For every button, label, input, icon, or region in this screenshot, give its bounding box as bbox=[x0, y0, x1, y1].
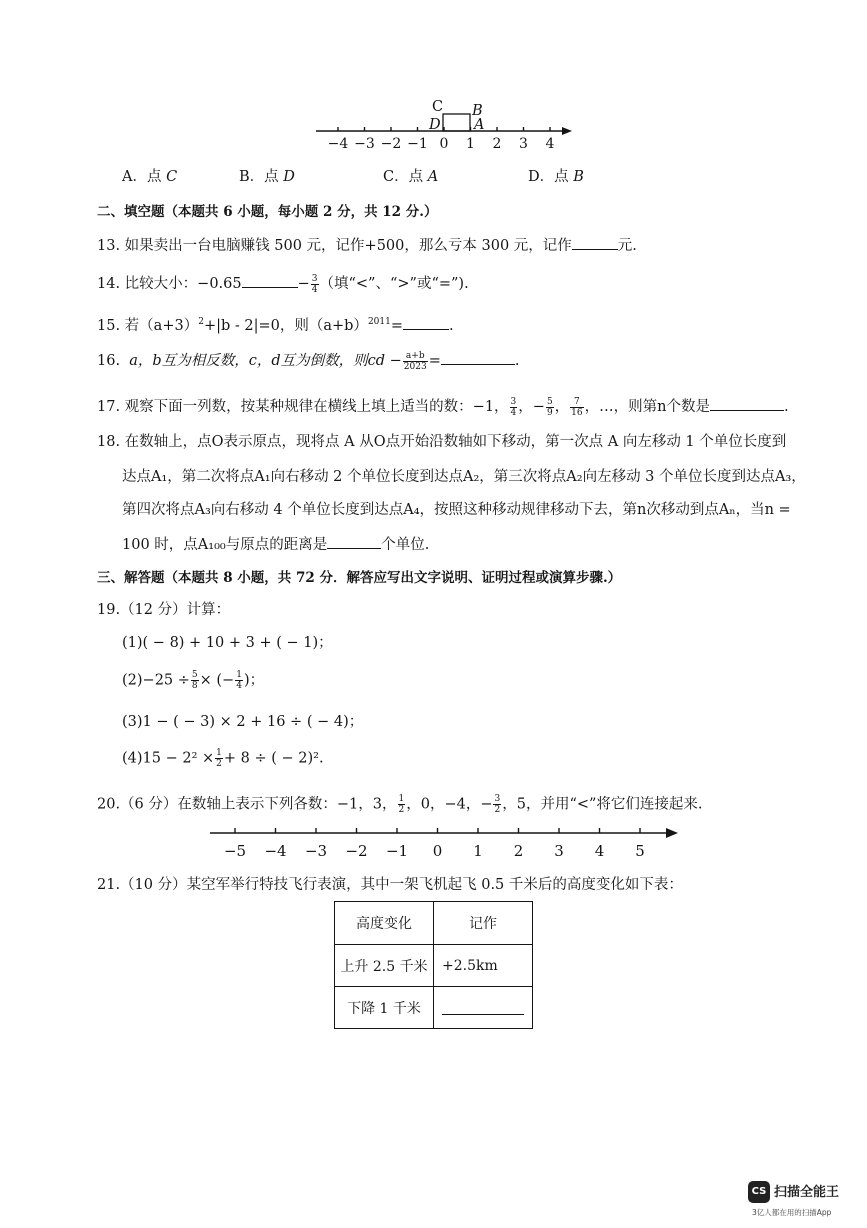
option-b: B．点 D bbox=[239, 169, 295, 185]
tick-label: −4 bbox=[264, 842, 287, 860]
q19-part-1: (1)( − 8) + 10 + 3 + ( − 1)； bbox=[122, 635, 333, 651]
question-20: 20.（6 分）在数轴上表示下列各数：−1，3， $\frac{1}{2}$ ，0，−4，− $\frac{3}{2}$ ，5，并用“<”将它们连接起来. bbox=[97, 794, 703, 815]
tick-label: 5 bbox=[635, 842, 645, 860]
answer-blank bbox=[442, 1000, 524, 1015]
point-label-b: B bbox=[472, 103, 483, 119]
answer-blank bbox=[242, 273, 298, 288]
tick-label: 1 bbox=[473, 842, 483, 860]
camscanner-logo: CS bbox=[748, 1181, 770, 1203]
watermark-tagline: 3亿人都在用的扫描App bbox=[752, 1208, 832, 1217]
tick-label: −2 bbox=[380, 136, 402, 152]
table-cell bbox=[434, 987, 533, 1029]
option-c: C．点 A bbox=[383, 169, 439, 185]
tick-label: 4 bbox=[545, 136, 555, 152]
answer-blank bbox=[572, 235, 618, 250]
question-18-line2: 达点A₁，第二次将点A₁向右移动 2 个单位长度到达点A₂，第三次将点A₂向左移动 3 个单位长度到达点A₃， bbox=[122, 469, 806, 485]
watermark-name: 扫描全能王 bbox=[774, 1185, 840, 1200]
altitude-table bbox=[334, 901, 533, 1029]
option-a: A．点 C bbox=[122, 169, 178, 185]
q20-number-line bbox=[200, 818, 690, 864]
tick-label: −3 bbox=[304, 842, 328, 860]
tick-label: 3 bbox=[554, 842, 564, 860]
tick-label: 1 bbox=[466, 136, 475, 152]
point-label-c: C bbox=[432, 99, 444, 115]
question-21: 21.（10 分）某空军举行特技飞行表演，其中一架飞机起飞 0.5 千米后的高度变化如下表： bbox=[97, 877, 683, 893]
point-label-a: A bbox=[474, 117, 485, 133]
point-label-d: D bbox=[429, 117, 441, 133]
q19-part-4: (4)15 − 2² × $\frac{1}{2}$ + 8 ÷ ( − 2)². bbox=[122, 748, 324, 769]
tick-label: −1 bbox=[407, 136, 428, 152]
question-18-line4: 100 时，点A₁₀₀与原点的距离是 个单位. bbox=[122, 534, 429, 554]
question-13: 13. 如果卖出一台电脑赚钱 500 元，记作+500，那么亏本 300 元，记作 元. bbox=[97, 235, 637, 255]
question-19-title: 19.（12 分）计算： bbox=[97, 602, 231, 618]
q19-part-2: (2)−25 ÷ $\frac{5}{8}$ × (− $\frac{1}{4}$ )； bbox=[122, 670, 265, 691]
q12-number-line bbox=[300, 94, 590, 154]
tick-label: −1 bbox=[385, 842, 409, 860]
answer-blank bbox=[441, 350, 515, 365]
tick-label: 0 bbox=[439, 136, 449, 152]
table-cell: 下降 1 千米 bbox=[335, 987, 434, 1029]
answer-blank bbox=[710, 396, 784, 411]
question-14: 14. 比较大小：−0.65 − $\frac{3}{4}$ （填“<”、“>”或“=”). bbox=[97, 273, 469, 295]
tick-label: 4 bbox=[594, 842, 605, 860]
table-cell: 上升 2.5 千米 bbox=[335, 945, 434, 987]
tick-label: 2 bbox=[513, 842, 524, 860]
section3-heading: 三、解答题（本题共 8 小题，共 72 分．解答应写出文字说明、证明过程或演算步骤.） bbox=[97, 570, 622, 586]
question-16: 16. a，b互为相反数，c，d互为倒数，则cd − $\frac{a+b}{2023}$ = . bbox=[97, 350, 520, 372]
answer-blank bbox=[403, 315, 449, 330]
tick-label: −4 bbox=[327, 136, 349, 152]
tick-label: 3 bbox=[519, 136, 528, 152]
tick-label: 0 bbox=[432, 842, 443, 860]
section2-heading: 二、填空题（本题共 6 小题，每小题 2 分，共 12 分.） bbox=[97, 204, 438, 220]
question-18-line1: 18. 在数轴上，点O表示原点，现将点 A 从O点开始沿数轴如下移动，第一次点 A 向左移动 1 个单位长度到 bbox=[97, 434, 787, 450]
answer-blank bbox=[327, 534, 381, 549]
tick-label: −5 bbox=[223, 842, 247, 860]
option-d: D．点 B bbox=[528, 169, 584, 185]
tick-label: −3 bbox=[354, 136, 375, 152]
tick-label: 2 bbox=[492, 136, 502, 152]
table-cell: +2.5km bbox=[434, 945, 533, 987]
tick-label: −2 bbox=[345, 842, 368, 860]
question-17: 17. 观察下面一列数，按某种规律在横线上填上适当的数：−1， $\frac{3}{4}$ ，− $\frac{5}{9}$ ， $\frac{7}{16}$ ，…，则第n个数是 . bbox=[97, 396, 789, 418]
question-18-line3: 第四次将点A₃向右移动 4 个单位长度到达点A₄，按照这种移动规律移动下去，第n次移动到点Aₙ，当n = bbox=[122, 502, 791, 518]
question-15: 15. 若$(a+3)^2+|b - 2|=0$，则$(a+b)^{2011}=$ . bbox=[97, 313, 454, 335]
table-header: 高度变化 bbox=[335, 902, 434, 945]
table-header: 记作 bbox=[434, 902, 533, 945]
q19-part-3: (3)1 − ( − 3) × 2 + 16 ÷ ( − 4)； bbox=[122, 714, 364, 730]
